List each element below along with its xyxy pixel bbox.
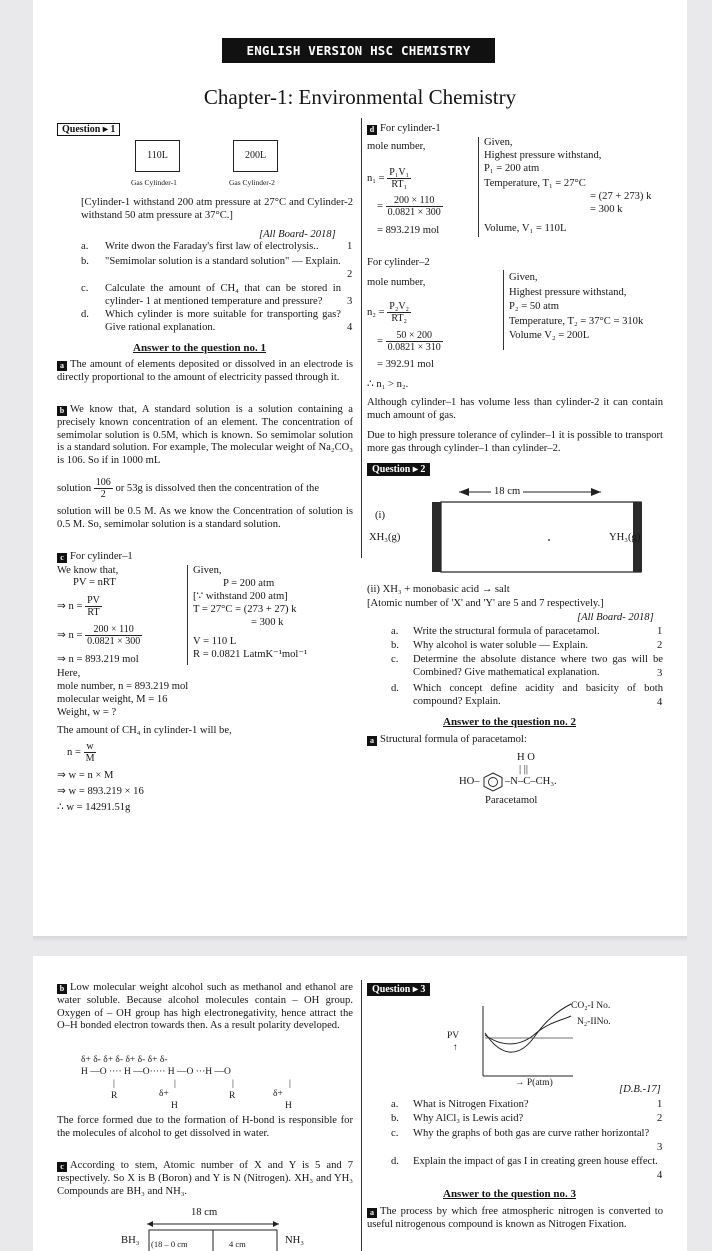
- d-mole-2: mole number,: [367, 277, 426, 288]
- q3-c-text: Why the graphs of both gas are curve rather horizontal?: [413, 1128, 650, 1139]
- cylinder-2-caption: Gas Cylinder-2: [229, 178, 275, 187]
- c-given-2: [∵ withstand 200 atm]: [193, 591, 288, 602]
- d-given1-4: = (27 + 273) k: [590, 191, 652, 202]
- c-n-frac: [85, 595, 102, 618]
- meeting-point-dot: [548, 539, 550, 541]
- q2-c-seg2: 4 cm: [229, 1239, 246, 1249]
- q2-d-text: Which concept define acidity and basicity of both compound? Explain.: [413, 683, 663, 707]
- q2-d-mark: 4: [657, 697, 663, 708]
- frac-den: 2: [100, 489, 106, 500]
- d-given1-5: = 300 k: [590, 204, 623, 215]
- d-n1-label: n₁: [367, 172, 376, 184]
- q3-answer-a-text: The process by which free atmospheric nitrogen is converted to useful nitrogenous compound is known as Nitrogen Fixation.: [367, 1206, 663, 1230]
- q2-c-left-gas: BH₃: [121, 1235, 140, 1246]
- c-given-3: T = 27°C = (273 + 27) k: [193, 604, 297, 615]
- q3-ylabel: PV: [447, 1031, 460, 1041]
- q2-c-right-gas: NH₃: [285, 1235, 304, 1246]
- q1-b-mark: 2: [347, 269, 353, 280]
- q3-answer-a: [367, 1206, 663, 1232]
- page-2: [33, 956, 687, 1251]
- question-1-tag: Question ▸ 1: [57, 123, 120, 136]
- c-given-0: Given,: [193, 565, 222, 576]
- d-given1-6: Volume, V₁ = 110L: [484, 223, 567, 234]
- q3-d-letter: d.: [391, 1156, 399, 1167]
- arrow-left-icon: [459, 488, 469, 496]
- c-arrow-left-icon: [147, 1221, 153, 1227]
- q2-b-mark: 2: [657, 640, 663, 651]
- c-given-1: P = 200 atm: [223, 578, 275, 589]
- c-n-result: ⇒ n = 893.219 mol: [57, 654, 139, 665]
- hbond-chain: H —O ···· H —O····· H —O ···H —O: [81, 1067, 231, 1077]
- d-n2-calc-frac: [386, 330, 443, 353]
- q1-answer-d-title: [367, 123, 441, 136]
- q3-d-text: Explain the impact of gas I in creating green house effect.: [413, 1156, 658, 1167]
- d-given2-2: P₂ = 50 atm: [509, 301, 559, 312]
- d-n1-den: RT₁: [391, 179, 407, 190]
- q1-answer-b-fraction-line: [57, 477, 319, 500]
- c-given-5: V = 110 L: [193, 636, 237, 647]
- q1-a-mark: 1: [347, 241, 353, 252]
- q3-d-mark: 4: [657, 1170, 663, 1181]
- d-given1-2: P₁ = 200 atm: [484, 163, 540, 174]
- q2-b-text: Why alcohol is water soluble — Explain.: [413, 640, 589, 651]
- d-n1-frac: [387, 167, 411, 190]
- left-cotton-plug: [432, 502, 441, 572]
- d-n1-num: P₁V₁: [389, 167, 410, 178]
- cylinder-1-box: 110L: [135, 140, 180, 172]
- q3-xlabel: → P(atm): [515, 1078, 553, 1088]
- q1-answer-b-end: solution will be 0.5 M. As we know the Concentration of solution is 0.5 M. So, semimolar solution is a standard solution.: [57, 506, 353, 530]
- c-n2-num: 200 × 110: [85, 624, 142, 636]
- c-w-formula: n = $\frac{w}{M}$: [67, 741, 95, 764]
- q1-answer-c-title-text: For cylinder–1: [70, 551, 133, 562]
- column-divider: [361, 118, 362, 558]
- c-line-0: We know that,: [57, 565, 119, 576]
- q2-right-gas: YH₃(g): [609, 532, 641, 543]
- q3-b-mark: 2: [657, 1113, 663, 1124]
- q1-c-mark: 3: [347, 296, 353, 307]
- hbond-delta-1: δ+: [159, 1089, 169, 1099]
- d-para-2: Due to high pressure tolerance of cylinder–1 it is possible to transport more gas through cylinder–1 than cylinder–2.: [367, 430, 663, 454]
- q1-answer-b: [57, 404, 353, 468]
- c-w-frac: [84, 741, 97, 764]
- marker-a-icon: a: [57, 361, 67, 371]
- q3-a-mark: 1: [657, 1099, 663, 1110]
- hbond-bar-1: |: [113, 1079, 115, 1089]
- q2-atomic: [Atomic number of 'X' and 'Y' are 5 and 7 respectively.]: [367, 598, 604, 609]
- frac-num: 106: [95, 477, 111, 488]
- q2-c-distance: 18 cm: [191, 1207, 218, 1218]
- q2-a-letter: a.: [391, 626, 399, 637]
- d-n1-calc-frac: [386, 195, 443, 218]
- marker-c-icon: c: [57, 553, 67, 563]
- q1-answer-a: [57, 359, 353, 385]
- q1-b-text: "Semimolar solution is a standard solution" — Explain.: [105, 256, 341, 267]
- d-n2-calc-num: 50 × 200: [386, 330, 443, 342]
- page-gap-shadow: [33, 936, 687, 942]
- c-n2-eq: ⇒ n =: [57, 629, 83, 641]
- hbond-r-1: R: [111, 1091, 118, 1101]
- page-1: [33, 0, 687, 937]
- q1-a-letter: a.: [81, 241, 89, 252]
- formula-tail: –N–C–CH₃.: [505, 776, 557, 787]
- d-para-1: Although cylinder–1 has volume less than cylinder-2 it can contain much amount of gas.: [367, 397, 663, 421]
- q2-a-mark: 1: [657, 626, 663, 637]
- q2-answer-title: Answer to the question no. 2: [443, 716, 577, 728]
- benzene-ring-icon: [482, 772, 504, 792]
- c-n2-frac: [85, 624, 142, 647]
- d-n2-calc: = $\frac{50 \times 200}{0.0821 \times 310}$: [377, 330, 441, 353]
- hbond-bar-4: |: [289, 1079, 291, 1089]
- marker-b-icon: b: [57, 406, 67, 416]
- d-given2-4: Volume V₂ = 200L: [509, 330, 590, 341]
- c-here-1: mole number, n = 893.219 mol: [57, 681, 189, 692]
- q3-a-letter: a.: [391, 1099, 399, 1110]
- formula-name: Paracetamol: [485, 795, 538, 806]
- q2-answer-b: [57, 982, 353, 1033]
- marker-c2-icon: c: [57, 1162, 67, 1172]
- q2-c-letter: c.: [391, 654, 399, 665]
- marker-b2-icon: b: [57, 984, 67, 994]
- q2-answer-a-title: [367, 734, 527, 747]
- q2-d-letter: d.: [391, 683, 399, 694]
- q3-answer-title: Answer to the question no. 3: [443, 1188, 577, 1200]
- marker-a3-icon: a: [367, 1208, 377, 1218]
- c-here-3: Weight, w = ?: [57, 707, 117, 718]
- c-w-num: w: [84, 741, 97, 753]
- marker-a2-icon: a: [367, 736, 377, 746]
- c-w-1: ⇒ w = 893.219 × 16: [57, 786, 144, 797]
- d-n2-frac: [387, 301, 411, 324]
- c-here-0: Here,: [57, 668, 81, 679]
- d-n1-formula: n₁ = $\frac{\text{P₁V₁}}{\text{RT₁}}$: [367, 167, 410, 190]
- q1-answer-d-title-text: For cylinder-1: [380, 123, 441, 134]
- d-given2-1: Highest pressure withstand,: [509, 287, 627, 298]
- column-divider-2: [361, 980, 362, 1251]
- d-n2-num: P₂V₂: [389, 301, 410, 312]
- banner-title: ENGLISH VERSION HSC CHEMISTRY: [222, 38, 495, 63]
- hbond-delta-2: δ+: [273, 1089, 283, 1099]
- c-n2-formula: [57, 624, 142, 647]
- q1-c-letter: c.: [81, 283, 89, 294]
- d-given1-3: Temperature, T₁ = 27°C: [484, 178, 586, 189]
- d-given1-divider: [478, 137, 479, 237]
- chapter-title: Chapter-1: Environmental Chemistry: [203, 85, 517, 109]
- hbond-charges: δ+ δ- δ+ δ- δ+ δ- δ+ δ-: [81, 1055, 168, 1065]
- q1-answer-b-fraction: [94, 477, 113, 500]
- hbond-bar-2: |: [174, 1079, 176, 1089]
- q3-board: [D.B.-17]: [619, 1084, 661, 1095]
- q2-answer-a-text: Structural formula of paracetamol:: [380, 734, 527, 745]
- d-n2-label: n₂: [367, 306, 376, 318]
- q1-answer-c-title: [57, 551, 133, 564]
- c-w-2: ∴ w = 14291.51g: [57, 802, 131, 813]
- q3-b-letter: b.: [391, 1113, 399, 1124]
- q2-part-i: (i): [375, 510, 385, 521]
- q2-left-gas: XH₃(g): [369, 532, 401, 543]
- q2-b-letter: b.: [391, 640, 399, 651]
- q2-answer-c-text: According to stem, Atomic number of X and Y is 5 and 7 respectively. So X is B (Boron) and Y is N (Nitrogen). XH₃ and YH₃ Compounds are BH₃ and NH₃.: [57, 1160, 353, 1197]
- question-2-tag: Question ▸ 2: [367, 463, 430, 476]
- c-n-formula: [57, 595, 102, 618]
- q2-part-ii: (ii) XH₃ + monobasic acid → salt: [367, 584, 510, 595]
- d-given1-0: Given,: [484, 137, 513, 148]
- q1-answer-b-tail: or 53g is dissolved then the concentration of the: [115, 482, 320, 494]
- c-arrow-right-icon: [273, 1221, 279, 1227]
- hbond-r-2: R: [229, 1091, 236, 1101]
- q3-a-text: What is Nitrogen Fixation?: [413, 1099, 529, 1110]
- q3-legend-1: CO₂-I No.: [571, 1001, 611, 1011]
- q1-answer-a-text: The amount of elements deposited or dissolved in an electrode is directly proportional to the amount of electricity passed through it.: [57, 359, 353, 383]
- q2-c-text: Determine the absolute distance where two gas will be Combined? Give mathematical explanation.: [413, 654, 663, 678]
- d-given2-divider: [503, 270, 504, 350]
- q1-answer-b-text: We know that, A standard solution is a solution containing a precisely known concentration of an element. The concentration of semimolar solution is 0.5M, which is known. So semimolar solution is a standard solution. For example, The molecular weight of Na₂CO₃ is 106. So if in 1000 mL: [57, 404, 353, 467]
- marker-d-icon: d: [367, 125, 377, 135]
- c-given-divider: [187, 565, 188, 665]
- q1-answer-b-solution: solution: [57, 482, 92, 494]
- hbond-bar-3: |: [232, 1079, 234, 1089]
- d-compare: ∴ n₁ > n₂.: [367, 379, 409, 390]
- cylinder-2-box: 200L: [233, 140, 278, 172]
- q2-answer-b2: The force formed due to the formation of H-bond is responsible for the molecules of alcohol to get dissolved in water.: [57, 1115, 353, 1139]
- q2-a-text: Write the structural formula of paracetamol.: [413, 626, 600, 637]
- q3-c-letter: c.: [391, 1128, 399, 1139]
- q3-legend-2: N₂-IINo.: [577, 1017, 611, 1027]
- q2-answer-c: [57, 1160, 353, 1198]
- q2-c-mark: 3: [657, 668, 663, 679]
- c-amount: The amount of CH₄ in cylinder-1 will be,: [57, 725, 232, 736]
- formula-mid: | ||: [519, 764, 529, 775]
- d-n2-calc-den: 0.0821 × 310: [387, 342, 441, 353]
- q1-d-text: Which cylinder is more suitable for transporting gas? Give rational explanation.: [105, 309, 341, 333]
- arrow-right-icon: [591, 488, 601, 496]
- c-line-1: PV = nRT: [73, 577, 116, 588]
- formula-top: H O: [517, 752, 535, 763]
- c-given-4: = 300 k: [251, 617, 284, 628]
- q2-board: [All Board- 2018]: [577, 612, 654, 623]
- q1-board: [All Board- 2018]: [259, 229, 336, 240]
- q1-stem: [Cylinder-1 withstand 200 atm pressure at 27°C and Cylinder-2 withstand 50 atm pressure at 37°C.]: [81, 197, 353, 221]
- c-n2-den: 0.0821 × 300: [87, 636, 141, 647]
- d-n2-den: RT₂: [391, 313, 407, 324]
- question-3-tag: Question ▸ 3: [367, 983, 430, 996]
- q1-c-text: Calculate the amount of CH₄ that can be stored in cylinder- 1 at mentioned temperature and pressure?: [105, 283, 341, 307]
- q2-distance-label: 18 cm: [491, 486, 523, 499]
- d-n2-formula: n₂ = $\frac{\text{P₂V₂}}{\text{RT₂}}$: [367, 301, 410, 324]
- q3-c-mark: 3: [657, 1142, 663, 1153]
- formula-ho: HO–: [459, 776, 480, 787]
- d-given1-1: Highest pressure withstand,: [484, 150, 602, 161]
- q1-d-mark: 4: [347, 322, 353, 333]
- d-given2-3: Temperature, T₂ = 37°C = 310k: [509, 316, 644, 327]
- q1-d-letter: d.: [81, 309, 89, 320]
- c-w-den: M: [85, 753, 95, 764]
- d-n1-result: = 893.219 mol: [377, 225, 440, 236]
- q1-a-text: Write dwon the Faraday's first law of electrolysis..: [105, 241, 319, 252]
- c-w-0: ⇒ w = n × M: [57, 770, 114, 781]
- hbond-h-2: H: [285, 1101, 292, 1111]
- d-n1-calc-num: 200 × 110: [386, 195, 443, 207]
- q1-answer-title: Answer to the question no. 1: [133, 342, 267, 354]
- cylinder-1-caption: Gas Cylinder-1: [131, 178, 177, 187]
- c-n-num: PV: [87, 595, 100, 606]
- d-n1-calc: = $\frac{200 \times 110}{0.0821 \times 300}$: [377, 195, 441, 218]
- d-n1-calc-den: 0.0821 × 300: [387, 207, 441, 218]
- d-mole-1: mole number,: [367, 141, 426, 152]
- d-title-2: For cylinder–2: [367, 257, 430, 268]
- c-given-6: R = 0.0821 LatmK⁻¹mol⁻¹: [193, 649, 308, 660]
- c-n-eq: ⇒ n =: [57, 600, 83, 612]
- d-given2-0: Given,: [509, 272, 538, 283]
- q3-y-arrow-icon: ↑: [453, 1043, 458, 1053]
- curve-co2: [485, 1004, 571, 1052]
- curve-n2: [485, 1016, 571, 1044]
- q3-b-text: Why AlCl₃ is Lewis acid?: [413, 1113, 524, 1124]
- q2-c-seg1: (18 – 0 cm: [151, 1239, 188, 1249]
- d-n2-result: = 392.91 mol: [377, 359, 434, 370]
- c-n-den: RT: [87, 607, 100, 618]
- hbond-h-1: H: [171, 1101, 178, 1111]
- c-here-2: molecular weight, M = 16: [57, 694, 168, 705]
- q2-answer-b-text: Low molecular weight alcohol such as methanol and ethanol are water soluble. Because alcohol molecules contain – OH group. Oxygen of – OH group has high electronegativity, hence attract the O–H bonded electron towards then. As a result polarity developed.: [57, 982, 353, 1032]
- q1-b-letter: b.: [81, 256, 89, 267]
